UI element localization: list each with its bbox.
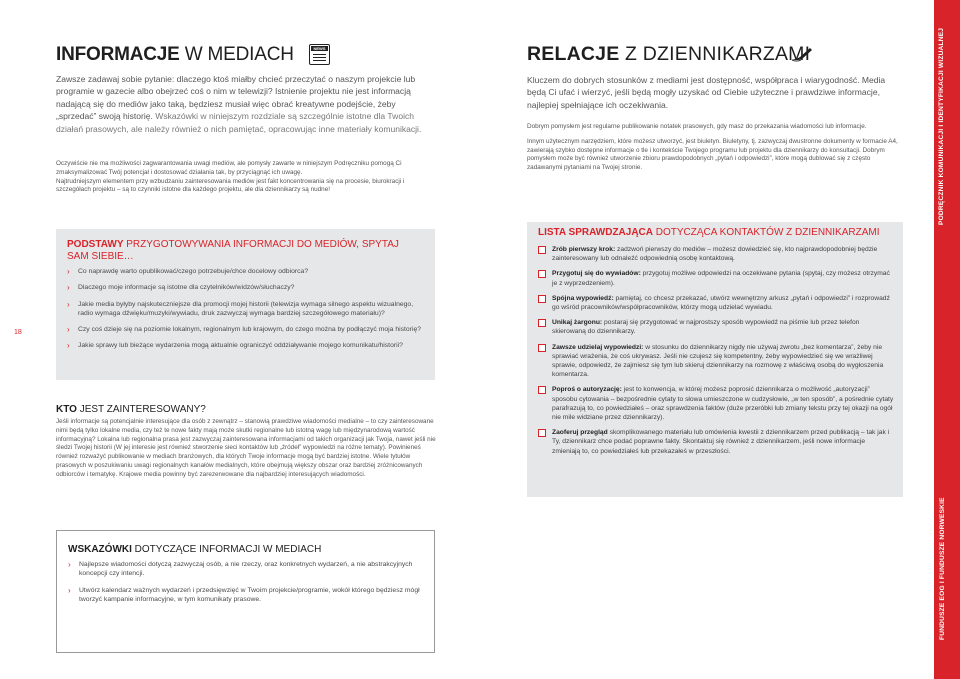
- side-band-top-text: PODRĘCZNIK KOMUNIKACJI I IDENTYFIKACJI WIZUALNEJ: [938, 27, 945, 225]
- chevron-right-icon: ›: [68, 585, 71, 595]
- media-tips-box: [56, 530, 435, 653]
- right-body: [527, 123, 905, 179]
- who-interested-title: KTO JEST ZAINTERESOWANY?: [56, 404, 206, 415]
- side-band-bottom-text: FUNDUSZE EOG I FUNDUSZE NORWESKIE: [939, 497, 946, 640]
- list-item: › Jakie media byłyby najskuteczniejsze dla promocji mojej historii (telewizja wymaga silnego aspektu wizualnego, radio wymaga dźwięku/muzyki/wywiadu, druk zazwyczaj wymaga bardziej szczegółowego materiału)?: [67, 299, 414, 317]
- checklist-title: LISTA SPRAWDZAJĄCA DOTYCZĄCA KONTAKTÓW Z DZIENNIKARZAMI: [538, 227, 880, 238]
- left-para-3: Najtrudniejszym elementem przy wzbudzaniu zainteresowania mediów jest fakt koncentrowania się na procesie, biurokracji i szczegółach projektu – są to czynniki istotne dla każdego projektu, ale dla dziennikarzy są nudne!: [56, 177, 405, 194]
- left-para-2: Oczywiście nie ma możliwości zagwarantowania uwagi mediów, ale pomysły zawarte w niniejszym Podręczniku pomogą Ci zmaksymalizować Twój potencjał i dostosować działania tak, by przyciągnąć ich uwagę.: [56, 160, 402, 176]
- checklist-item: Spójna wypowiedź: pamiętaj, co chcesz przekazać, utwórz wewnętrzny arkusz „pytań i odpowiedzi” i rozprowadź go wśród pracowników/współpracowników, którzy mogą udzielać wywiadu.: [538, 294, 894, 312]
- checkbox-icon[interactable]: [538, 429, 546, 437]
- checklist-item: Poproś o autoryzację: jest to konwencja, w której możesz poprosić dziennikarza o możliwość „autoryzacji” sposobu cytowania – bezpośrednie cytaty to słowa umieszczone w cudzysłowie, „w ten sposób”, a pośrednie cytaty parafrazują to, co powiedziałeś – oraz sprawdzenia faktów (duże przeróbki lub zmiany tekstu przy tej okazji na ogół nie mile widziane przez dziennikarzy).: [538, 385, 894, 422]
- list-item: › Dlaczego moje informacje są istotne dla czytelników/widzów/słuchaczy?: [67, 283, 295, 293]
- right-intro: Kluczem do dobrych stosunków z mediami jest dostępność, współpraca i wiarygodność. Media będą Ci ufać i wierzyć, jeśli będą mogły uzyskać od Ciebie użyteczne i prawdziwe informacje, najlepiej spełniające ich oczekiwania.: [527, 75, 886, 110]
- checklist-item: Zaoferuj przegląd skomplikowanego materiału lub omówienia kwestii z dziennikarzem przed publikacją – tak jak i Ty, dziennikarz chce podać poprawne fakty. Skontaktuj się również z dziennikarzem, jeśli nowe informacje zmieniają to, co powiedziałeś lub przekazałeś w przeszłości.: [538, 428, 894, 456]
- checkbox-icon[interactable]: [538, 386, 546, 394]
- checkbox-icon[interactable]: [538, 319, 546, 327]
- who-interested-body: Jeśli informacje są potencjalnie interesujące dla osób z zewnątrz – stanowią prawdziwe wiadomości medialne – to czy zainteresowane nimi będą tylko lokalne media, czy też te nowe fakty mają może skutki regionalne lub istotną wagę lub międzynarodową wartość informacyjną? Lokalna lub regionalna prasa jest zazwyczaj zainteresowana informacjami od takich organizacji jak Twoja, nawet jeśli nie śledzi Twojej historii (W jej interesie jest również stworzenie sieci kontaktów lub „źródeł” wypowiedzi na różne tematy). Powinieneś również rozważyć publikowanie w mediach branżowych, dla których Twoje informacje mogą być bardziej istotne. Wiele tytułów prasowych w poszukiwaniu uwagi regionalnych kanałów medialnych, które obejmują większy obszar oraz bardziej zróżnicowanych odbiorców i tematykę. Krajowe media powinny być zarezerwowane dla najbardziej interesujących wiadomości.: [56, 418, 436, 478]
- left-body: [56, 160, 437, 201]
- checklist-item: Zawsze udzielaj wypowiedzi: w stosunku do dziennikarzy nigdy nie używaj zwrotu „bez komentarza”, żeby nie sprawiać wrażenia, że coś ukrywasz. Jeśli nie czujesz się kompetentny, żeby wypowiedzieć się we wrażliwej sprawie, odpowiedz, że zajmiesz się tym lub skieruj dziennikarzy na rozmowę z właściwą osobą do wygłoszenia komentarza.: [538, 343, 894, 380]
- basics-box-title: PODSTAWY PRZYGOTOWYWANIA INFORMACJI DO MEDIÓW, SPYTAJ SAM SIEBIE…: [67, 239, 399, 262]
- chevron-right-icon: ›: [67, 341, 70, 351]
- right-page-title: RELACJE Z DZIENNIKARZAMI: [527, 43, 811, 65]
- list-item: › Co naprawdę warto opublikować/czego potrzebuje/chce docelowy odbiorca?: [67, 267, 309, 276]
- chevron-right-icon: ›: [67, 267, 70, 276]
- page-number-right: 19: [938, 329, 946, 336]
- left-intro: Zawsze zadawaj sobie pytanie: dlaczego ktoś miałby chcieć przeczytać o naszym projekcie lub programie w gazecie albo obejrzeć coś o nim w telewizji? Istnienie projektu nie jest informacją nadającą się do mediów jako taką, będziesz musiał więc obrać kreatywne podejście, żeby „sprzedać” swoją historię. Wskazówki w niniejszym rozdziale są szczególnie istotne dla Twoich działań prasowych, ale należy również o nich pamiętać, opracowując inne materiały komunikacji.: [56, 74, 422, 134]
- checkbox-icon[interactable]: [538, 344, 546, 352]
- list-item: › Najlepsze wiadomości dotyczą zazwyczaj osób, a nie rzeczy, oraz konkretnych wydarzeń, a nie abstrakcyjnych koncepcji czy intencji.: [68, 560, 413, 578]
- chevron-right-icon: ›: [67, 299, 70, 309]
- chevron-right-icon: ›: [67, 325, 70, 335]
- page-number-left: 18: [14, 329, 22, 336]
- basics-box: [56, 229, 435, 380]
- chevron-right-icon: ›: [68, 560, 71, 569]
- checklist-item: Zrób pierwszy krok: zadzwoń pierwszy do mediów – możesz dowiedzieć się, kto najprawdopodobniej będzie zainteresowany lub odnaleźć odpowiednią osobę kontaktową.: [538, 245, 894, 263]
- left-page-title: INFORMACJE W MEDIACH: [56, 44, 294, 65]
- checkbox-icon[interactable]: [538, 270, 546, 278]
- right-para-3: Innym użytecznym narzędziem, które możesz utworzyć, jest biuletyn. Biuletyny, tj. zazwyczaj dwustronne dokumenty w formacie A4, zawierają szybko dostępne informacje o tle i kontekście Twojego programu lub projektu dla dziennikarzy do konsultacji. Dobrym pomysłem może być również utworzenie zbioru prawdopodobnych „pytań i odpowiedzi”, które mogą dublować się z często zadawanymi pytaniami na Twojej stronie.: [527, 137, 898, 172]
- list-item: › Czy coś dzieje się na poziomie lokalnym, regionalnym lub krajowym, do czego można by podłączyć moja historię?: [67, 325, 422, 335]
- checklist: [538, 245, 894, 462]
- newspaper-icon: NEWS: [309, 44, 330, 65]
- media-tips-list: [68, 560, 426, 611]
- chevron-right-icon: ›: [67, 283, 70, 293]
- checklist-item: Unikaj żargonu: postaraj się przygotować w najprostszy sposób wypowiedź na piśmie lub przez telefon skierowaną do dziennikarzy.: [538, 318, 894, 336]
- checklist-box: [527, 222, 903, 497]
- pen-icon: [789, 46, 813, 62]
- list-item: › Utwórz kalendarz ważnych wydarzeń i przedsięwzięć w Twoim projekcie/programie, wokół którego będziesz mógł tworzyć kampanie informacyjne, w tym komunikaty prasowe.: [68, 585, 420, 603]
- media-tips-title: WSKAZÓWKI DOTYCZĄCE INFORMACJI W MEDIACH: [68, 544, 322, 555]
- checklist-item: Przygotuj się do wywiadów: przygotuj możliwe odpowiedzi na oczekiwane pytania (spytaj, czy możesz otrzymać je z wyprzedzeniem).: [538, 269, 894, 287]
- checkbox-icon[interactable]: [538, 246, 546, 254]
- list-item: › Jakie sprawy lub bieżące wydarzenia mogą aktualnie ograniczyć oddziaływanie mojego komunikatu/historii?: [67, 341, 403, 351]
- right-para-2: Dobrym pomysłem jest regularne publikowanie notatek prasowych, gdy masz do przekazania wiadomości lub informacje.: [527, 123, 867, 130]
- side-band: [934, 0, 960, 679]
- basics-list: [67, 267, 425, 358]
- checkbox-icon[interactable]: [538, 295, 546, 303]
